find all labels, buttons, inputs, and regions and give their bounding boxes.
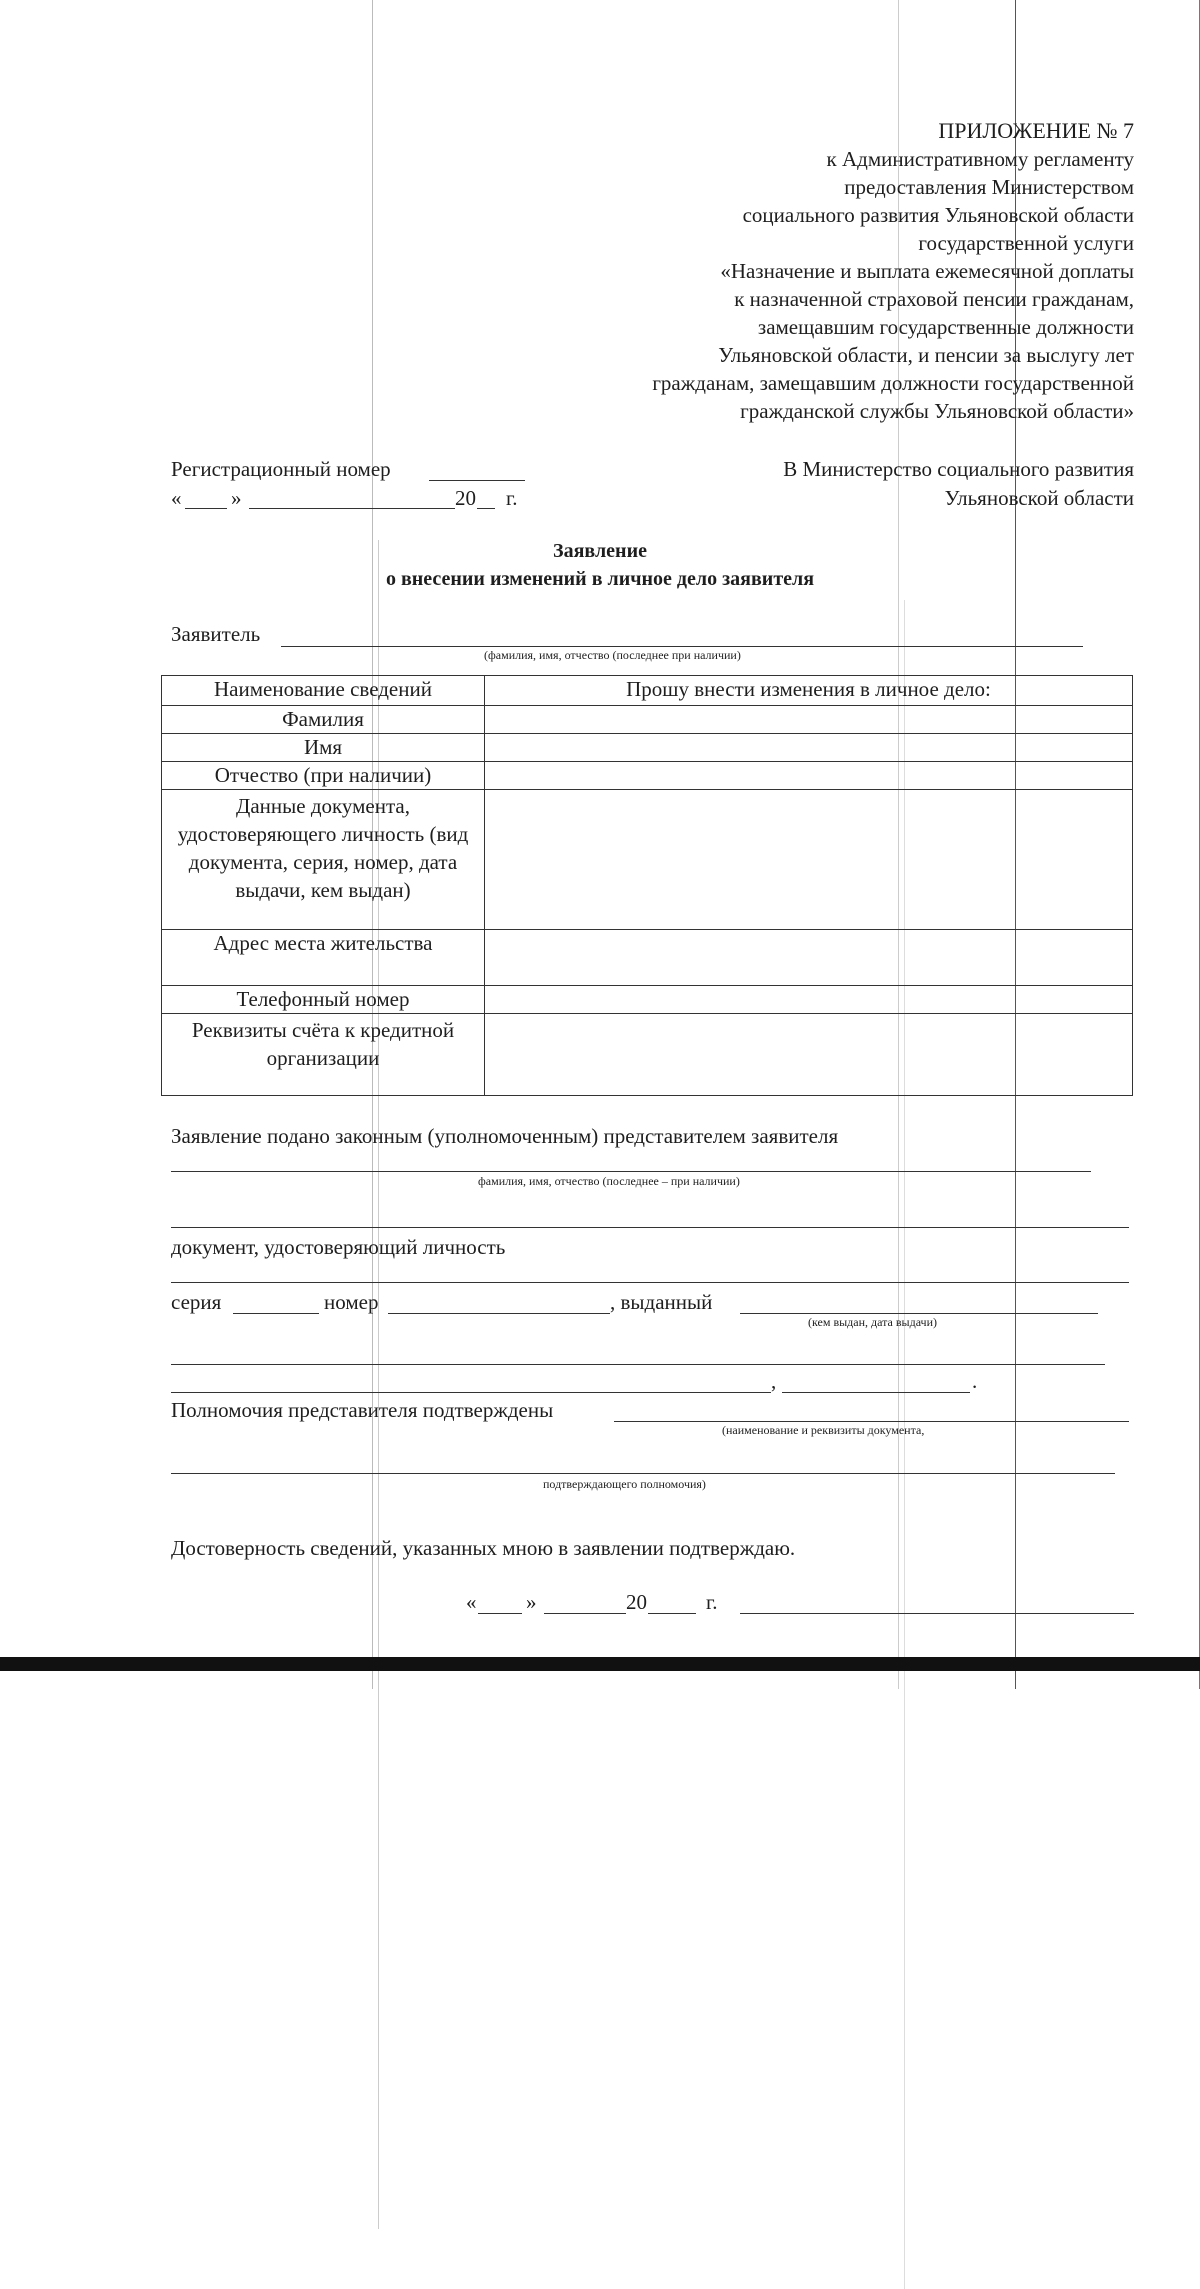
registration-month-field[interactable] [249, 508, 455, 509]
changes-table [161, 675, 1133, 1096]
representative-issued-field-3[interactable] [171, 1392, 771, 1393]
table-row [162, 762, 1133, 790]
confirmation-date-open-quote: « [466, 1590, 477, 1614]
table-header-cell: Наименование сведений [162, 676, 485, 706]
table-header-cell: Прошу внести изменения в личное дело: [485, 676, 1133, 706]
confirmation-year-suffix: г. [706, 1590, 718, 1614]
applicant-label: Заявитель [171, 622, 261, 646]
table-row [162, 734, 1133, 762]
annex-line: социального развития Ульяновской области [742, 203, 1134, 227]
addressee-line: В Министерство социального развития [783, 457, 1134, 481]
annex-line: к назначенной страховой пенсии гражданам, [734, 287, 1134, 311]
table-row-label: Адрес места жительства [162, 930, 485, 986]
representative-issued-field[interactable] [740, 1313, 1098, 1314]
representative-series-label: серия [171, 1290, 222, 1314]
addressee-line: Ульяновской области [944, 486, 1134, 510]
table-row [162, 1014, 1133, 1096]
table-row-value[interactable] [485, 930, 1133, 986]
annex-header [652, 117, 1134, 425]
representative-name-field-2[interactable] [171, 1227, 1129, 1228]
representative-doc-label: документ, удостоверяющий личность [171, 1235, 506, 1259]
representative-name-field[interactable] [171, 1171, 1091, 1172]
representative-powers-field[interactable] [614, 1421, 1129, 1422]
registration-year-suffix: г. [506, 486, 518, 510]
representative-issued-date-field[interactable] [782, 1392, 970, 1393]
registration-year-field[interactable] [477, 508, 495, 509]
table-row-value[interactable] [485, 986, 1133, 1014]
table-row-label: Фамилия [162, 706, 485, 734]
document-title: Заявление [553, 540, 647, 562]
annex-line: к Административному регламенту [826, 147, 1134, 171]
confirmation-date-close-quote: » [526, 1590, 537, 1614]
table-row-label: Отчество (при наличии) [162, 762, 485, 790]
annex-line: предоставления Министерством [844, 175, 1134, 199]
registration-day-field[interactable] [185, 508, 227, 509]
table-row-label: Реквизиты счёта к кредитной организации [162, 1014, 485, 1096]
applicant-name-field[interactable] [281, 646, 1083, 647]
representative-doc-field[interactable] [171, 1282, 1129, 1283]
annex-line: «Назначение и выплата ежемесячной доплаты [720, 259, 1134, 283]
table-row [162, 986, 1133, 1014]
annex-line: Ульяновской области, и пенсии за выслугу лет [718, 343, 1134, 367]
confirmation-day-field[interactable] [478, 1613, 522, 1614]
registration-number-field[interactable] [429, 480, 525, 481]
table-row [162, 706, 1133, 734]
confirmation-text: Достоверность сведений, указанных мною в заявлении подтверждаю. [171, 1536, 796, 1560]
representative-powers-hint: (наименование и реквизиты документа, [722, 1423, 925, 1437]
table-header-row [162, 676, 1133, 706]
table-row-label: Телефонный номер [162, 986, 485, 1014]
representative-issued-field-2[interactable] [171, 1364, 1105, 1365]
document-subtitle: о внесении изменений в личное дело заявителя [385, 568, 815, 590]
applicant-hint: (фамилия, имя, отчество (последнее при наличии) [484, 648, 741, 662]
table-row-value[interactable] [485, 1014, 1133, 1096]
annex-line: замещавшим государственные должности [757, 315, 1134, 339]
representative-name-hint: фамилия, имя, отчество (последнее – при наличии) [478, 1174, 740, 1188]
representative-comma: , [771, 1369, 777, 1393]
registration-date-open-quote: « [171, 486, 182, 510]
table-row-value[interactable] [485, 734, 1133, 762]
table-row-label: Имя [162, 734, 485, 762]
table-row-value[interactable] [485, 790, 1133, 930]
representative-powers-label: Полномочия представителя подтверждены [171, 1398, 554, 1422]
signature-field[interactable] [740, 1613, 1134, 1614]
confirmation-year-prefix: 20 [626, 1590, 647, 1614]
registration-date-close-quote: » [231, 486, 242, 510]
scan-bottom-edge [0, 1657, 1200, 1671]
table-row-label: Данные документа, удостоверяющего личность (вид документа, серия, номер, дата выдачи, кем выдан) [162, 790, 485, 930]
representative-series-field[interactable] [233, 1313, 319, 1314]
table-row-value[interactable] [485, 706, 1133, 734]
table-row [162, 930, 1133, 986]
representative-issued-label: , выданный [610, 1290, 713, 1314]
representative-issued-hint: (кем выдан, дата выдачи) [808, 1315, 937, 1329]
representative-intro: Заявление подано законным (уполномоченным) представителем заявителя [171, 1124, 839, 1148]
annex-line: гражданам, замещавшим должности государственной [652, 371, 1134, 395]
table-row-value[interactable] [485, 762, 1133, 790]
annex-line: гражданской службы Ульяновской области» [740, 399, 1134, 423]
annex-line: ПРИЛОЖЕНИЕ № 7 [938, 118, 1134, 143]
confirmation-month-field[interactable] [544, 1613, 626, 1614]
registration-year-prefix: 20 [455, 486, 476, 510]
representative-number-field[interactable] [388, 1313, 610, 1314]
representative-number-label: номер [324, 1290, 379, 1314]
representative-powers-hint: подтверждающего полномочия) [543, 1477, 706, 1491]
representative-period: . [972, 1369, 978, 1393]
annex-line: государственной услуги [918, 231, 1134, 255]
representative-powers-field-2[interactable] [171, 1473, 1115, 1474]
registration-number-label: Регистрационный номер [171, 457, 391, 481]
confirmation-year-field[interactable] [648, 1613, 696, 1614]
table-row [162, 790, 1133, 930]
